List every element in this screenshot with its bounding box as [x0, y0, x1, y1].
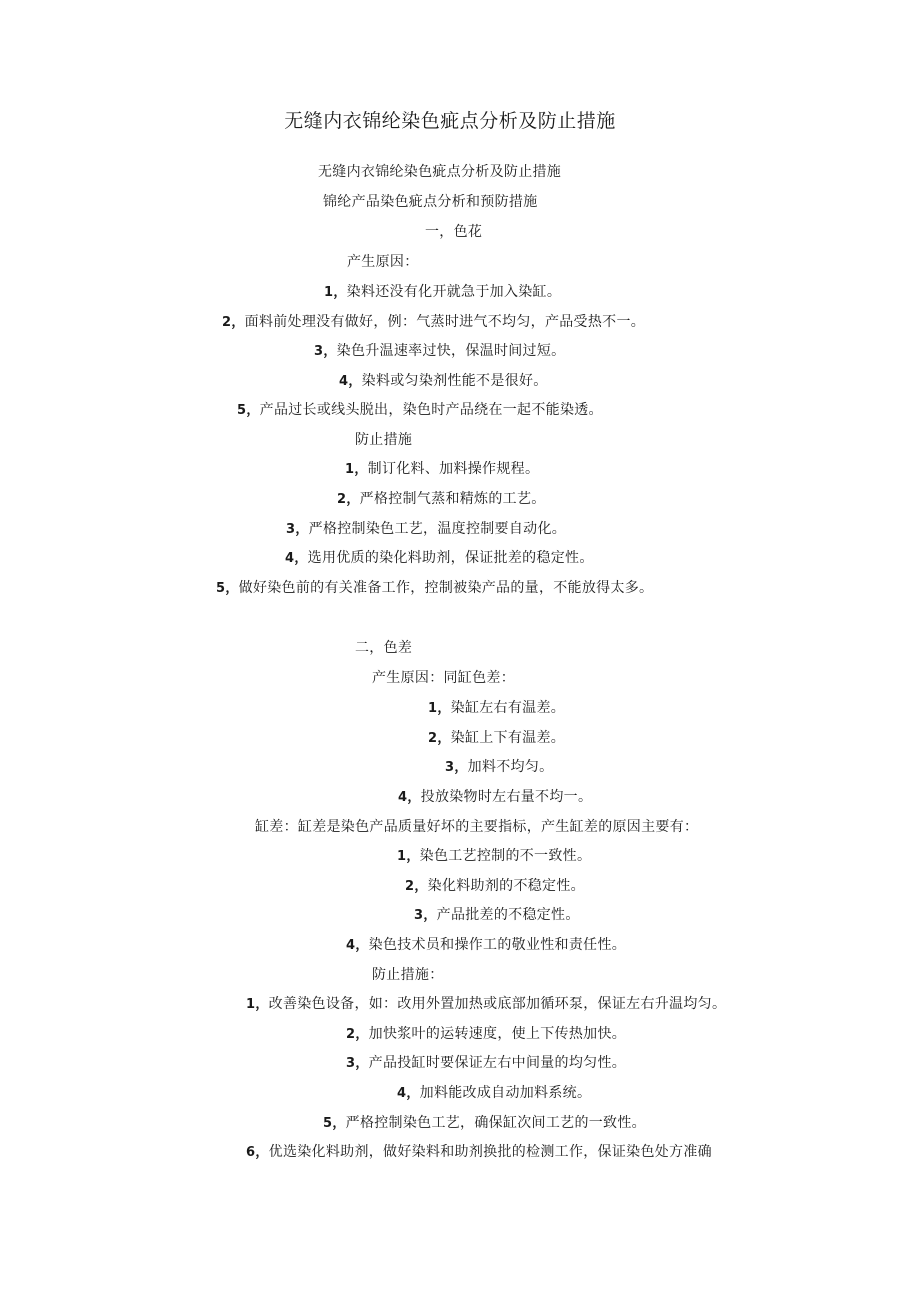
item-text: 制订化料、加料操作规程。 [367, 461, 540, 477]
item-text: 染料或匀染剂性能不是很好。 [361, 373, 548, 389]
item-number: 2， [337, 492, 360, 507]
item-number: 6， [246, 1145, 269, 1160]
section2-cause-item [428, 699, 565, 718]
item-number: 5， [323, 1116, 346, 1131]
item-text: 染料还没有化开就急于加入染缸。 [346, 284, 562, 300]
section2-measure-item [346, 1025, 626, 1044]
item-text: 做好染色前的有关准备工作，控制被染产品的量，不能放得太多。 [238, 580, 654, 596]
item-text: 严格控制气蒸和精炼的工艺。 [359, 491, 546, 507]
item-text: 加快浆叶的运转速度，使上下传热加快。 [368, 1026, 627, 1042]
section1-measure-item [345, 460, 539, 479]
item-text: 严格控制染色工艺，温度控制要自动化。 [308, 521, 567, 537]
section2-vat-cause-item [397, 847, 591, 866]
item-number: 3， [314, 344, 337, 359]
item-number: 2， [405, 879, 428, 894]
section2-vat-label: 缸差：缸差是染色产品质量好坏的主要指标，产生缸差的原因主要有： [255, 819, 699, 835]
section2-measures-label: 防止措施： [372, 967, 444, 983]
item-text: 染色技术员和操作工的敬业性和责任性。 [368, 937, 627, 953]
section2-measure-item [323, 1114, 646, 1133]
item-text: 改善染色设备，如：改用外置加热或底部加循环泵，保证左右升温均匀。 [268, 996, 727, 1012]
item-number: 3， [414, 908, 437, 923]
item-number: 5， [216, 581, 239, 596]
item-number: 3， [346, 1056, 369, 1071]
item-text: 染缸左右有温差。 [450, 700, 566, 716]
section1-measure-item [337, 490, 546, 509]
item-number: 1， [397, 849, 420, 864]
item-number: 5， [237, 403, 260, 418]
section2-cause-item [398, 788, 592, 807]
section1-cause-item [222, 313, 645, 332]
subtitle: 无缝内衣锦纶染色疵点分析及防止措施 [318, 164, 562, 180]
item-text: 产品批差的不稳定性。 [436, 907, 580, 923]
section2-vat-cause-item [405, 877, 585, 896]
item-number: 2， [222, 315, 245, 330]
item-text: 加料能改成自动加料系统。 [419, 1085, 592, 1101]
section2-measure-item [397, 1084, 591, 1103]
section2-vat-cause-item [414, 906, 580, 925]
item-number: 4， [339, 374, 362, 389]
item-text: 染色升温速率过快，保温时间过短。 [336, 343, 566, 359]
section1-measures-label: 防止措施 [355, 432, 413, 448]
item-text: 染缸上下有温差。 [450, 730, 566, 746]
section1-cause-item [237, 401, 603, 420]
section2-measure-item [346, 1054, 626, 1073]
section2-causes-label: 产生原因：同缸色差： [372, 670, 515, 686]
item-text: 选用优质的染化料助剂，保证批差的稳定性。 [307, 550, 594, 566]
section2-cause-item [445, 758, 553, 777]
item-text: 染化料助剂的不稳定性。 [427, 878, 585, 894]
section2-vat-cause-item [346, 936, 626, 955]
section1-cause-item [314, 342, 565, 361]
item-text: 产品投缸时要保证左右中间量的均匀性。 [368, 1055, 627, 1071]
section1-causes-label: 产生原因： [347, 254, 419, 270]
section2-measure-item [246, 1143, 712, 1162]
section1-measure-item [285, 549, 594, 568]
item-number: 1， [428, 701, 451, 716]
item-number: 1， [246, 997, 269, 1012]
item-text: 面料前处理没有做好，例：气蒸时进气不均匀，产品受热不一。 [244, 314, 646, 330]
item-number: 4， [398, 790, 421, 805]
item-number: 3， [445, 760, 468, 775]
document-title: 无缝内衣锦纶染色疵点分析及防止措施 [284, 110, 616, 132]
item-text: 投放染物时左右量不均一。 [420, 789, 593, 805]
item-number: 3， [286, 522, 309, 537]
item-number: 1， [345, 462, 368, 477]
item-text: 产品过长或线头脱出，染色时产品绕在一起不能染透。 [259, 402, 603, 418]
section2-heading: 二，色差 [355, 640, 413, 656]
section1-measure-item [286, 520, 566, 539]
section1-cause-item [339, 372, 548, 391]
section2-cause-item [428, 729, 565, 748]
item-number: 2， [346, 1027, 369, 1042]
item-number: 1， [324, 285, 347, 300]
item-number: 4， [346, 938, 369, 953]
item-text: 染色工艺控制的不一致性。 [419, 848, 592, 864]
item-number: 2， [428, 731, 451, 746]
item-text: 严格控制染色工艺，确保缸次间工艺的一致性。 [345, 1115, 646, 1131]
section1-heading: 一，色花 [425, 224, 483, 240]
item-text: 优选染化料助剂，做好染料和助剂换批的检测工作，保证染色处方准确 [268, 1144, 712, 1160]
item-number: 4， [397, 1086, 420, 1101]
item-text: 加料不均匀。 [467, 759, 554, 775]
section2-measure-item [246, 995, 726, 1014]
item-number: 4， [285, 551, 308, 566]
section1-measure-item [216, 579, 653, 598]
section1-cause-item [324, 283, 561, 302]
subtitle-2: 锦纶产品染色疵点分析和预防措施 [323, 194, 538, 210]
